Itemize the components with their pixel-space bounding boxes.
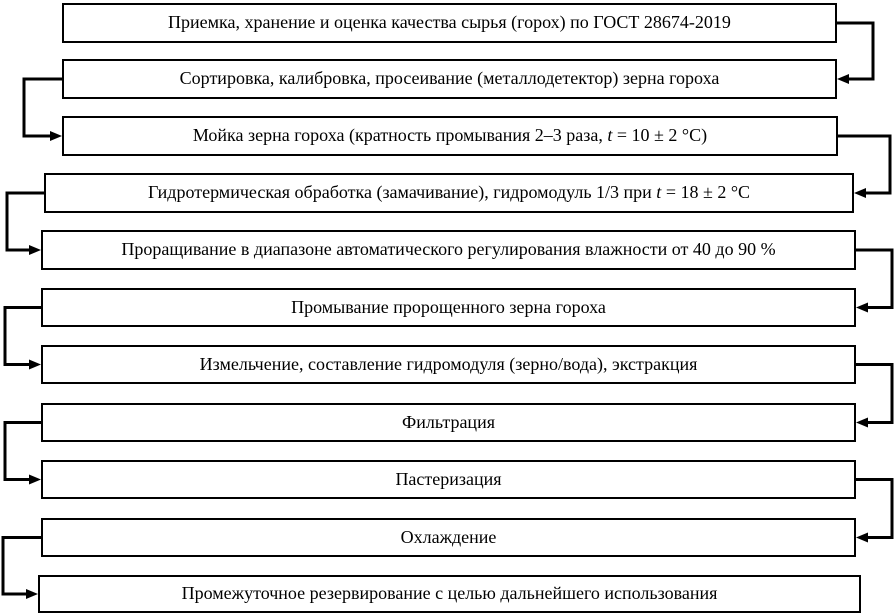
step-11-label-part: Промежуточное резервирование с целью дальнейшего использования <box>181 583 718 604</box>
connector-step-7-to-step-8 <box>856 365 892 428</box>
connector-line <box>856 250 892 308</box>
connector-step-1-to-step-2 <box>837 23 873 84</box>
step-3-box <box>62 116 838 156</box>
step-3-label-part: Мойка зерна гороха (кратность промывания 2–3 раза, <box>192 125 608 146</box>
step-10-label <box>401 528 497 548</box>
connector-line <box>856 365 892 423</box>
connector-line <box>7 193 44 250</box>
step-10-label-part: Охлаждение <box>400 526 497 547</box>
arrowhead-icon <box>837 74 849 84</box>
step-3-label-part: = 10 ± 2 °С) <box>612 125 708 146</box>
step-4-label-part: = 18 ± 2 °С <box>661 182 751 203</box>
step-7-label <box>200 355 698 375</box>
step-5-label-part: Проращивание в диапазоне автоматического регулирования влажности от 40 до 90 % <box>121 239 776 260</box>
step-4-label-part: t <box>656 182 662 203</box>
arrowhead-icon <box>856 418 868 428</box>
connector-step-5-to-step-6 <box>856 250 892 313</box>
step-9-label-part: Пастеризация <box>395 468 502 489</box>
step-8-label <box>402 413 495 433</box>
connector-line <box>24 79 62 136</box>
arrowhead-icon <box>856 533 868 543</box>
connector-step-2-to-step-3 <box>24 79 62 141</box>
step-5-box <box>41 230 856 270</box>
step-3-label-part: t <box>607 125 613 146</box>
connector-step-9-to-step-10 <box>856 480 892 543</box>
connector-step-8-to-step-9 <box>5 423 41 485</box>
step-10-box <box>41 518 856 557</box>
arrowhead-icon <box>50 131 62 141</box>
connector-line <box>837 23 873 79</box>
step-7-label-part: Измельчение, составление гидромодуля (зерно/вода), экстракция <box>199 353 698 374</box>
connector-line <box>5 308 41 365</box>
step-1-box <box>62 3 837 43</box>
arrowhead-icon <box>26 589 38 599</box>
step-9-box <box>41 460 856 499</box>
step-6-box <box>41 288 856 327</box>
step-3-label <box>193 126 707 146</box>
step-8-box <box>41 403 856 442</box>
step-2-label <box>180 69 720 89</box>
connector-line <box>3 538 41 595</box>
step-2-box <box>62 59 837 99</box>
connector-step-10-to-step-11 <box>3 538 41 600</box>
arrowhead-icon <box>854 188 866 198</box>
step-4-box <box>44 173 854 213</box>
step-7-box <box>41 345 856 384</box>
step-4-label-part: Гидротермическая обработка (замачивание), гидромодуль 1/3 при <box>147 182 657 203</box>
arrowhead-icon <box>856 303 868 313</box>
connector-line <box>856 480 892 538</box>
arrowhead-icon <box>29 245 41 255</box>
arrowhead-icon <box>29 360 41 370</box>
step-11-label <box>182 584 718 604</box>
step-6-label <box>291 298 606 318</box>
step-8-label-part: Фильтрация <box>402 411 495 432</box>
step-5-label <box>121 240 775 260</box>
step-11-box <box>38 575 861 613</box>
step-4-label <box>148 183 750 203</box>
step-6-label-part: Промывание пророщенного зерна гороха <box>291 296 606 317</box>
step-9-label <box>395 470 501 490</box>
connector-step-4-to-step-5 <box>7 193 44 255</box>
arrowhead-icon <box>29 475 41 485</box>
step-1-label-part: Приемка, хранение и оценка качества сырья (горох) по ГОСТ 28674-2019 <box>168 12 731 33</box>
connector-step-6-to-step-7 <box>5 308 41 370</box>
step-1-label <box>168 13 731 33</box>
connector-line <box>5 423 41 480</box>
step-2-label-part: Сортировка, калибровка, просеивание (металлодетектор) зерна гороха <box>179 68 720 89</box>
